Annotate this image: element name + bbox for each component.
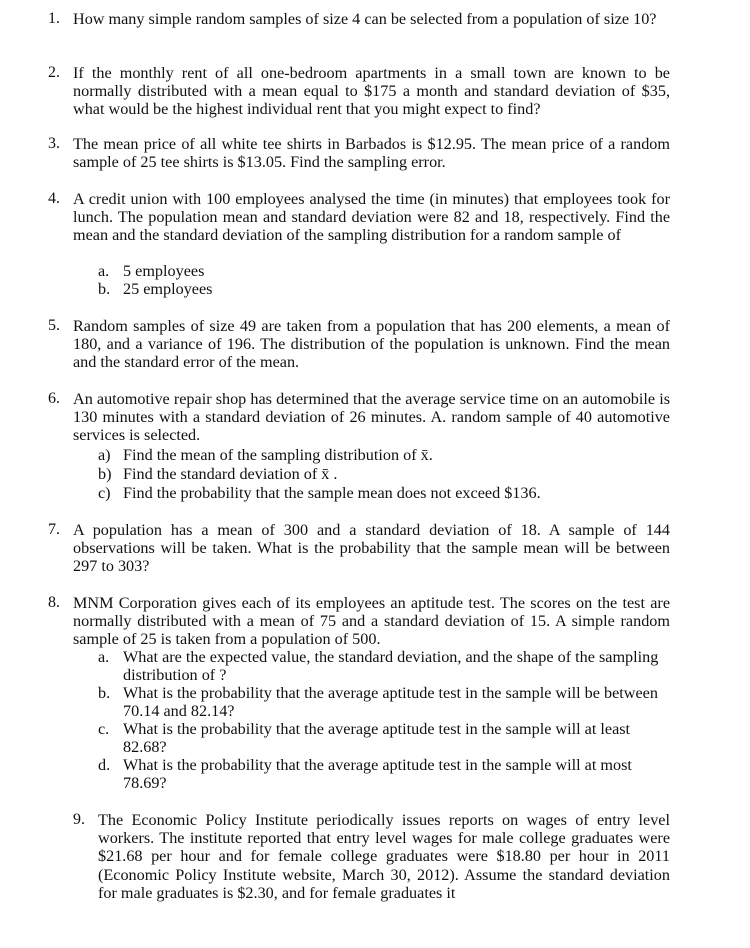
sub-question-text: What is the probability that the average aptitude test in the sample will be between 70.14 and 82.14?	[123, 684, 658, 721]
question-number: 3.	[48, 135, 60, 152]
question-number: 7.	[48, 521, 60, 538]
sub-question-label: c)	[98, 484, 111, 502]
question-text: The Economic Policy Institute periodically issues reports on wages of entry level workers. The institute reported that entry level wages for male college graduates were $21.68 per hour and for female college graduates were $18.80 per hour in 2011 (Economic Policy Institute website, March 30, 2012). Assume the standard deviation for male graduates is $2.30, and for female graduates it	[98, 811, 670, 902]
sub-question-label: b.	[98, 684, 111, 702]
sub-question-text: What is the probability that the average aptitude test in the sample will at least 82.68?	[123, 720, 631, 757]
question-text: An automotive repair shop has determined that the average service time on an automobile is 130 minutes with a standard deviation of 26 minutes. A. random sample of 40 automotive services is selected.	[73, 390, 670, 445]
sub-question-text: 5 employees	[123, 262, 205, 280]
sub-question-text: What is the probability that the average aptitude test in the sample will at most 78.69?	[123, 756, 632, 793]
question-number: 8.	[48, 594, 60, 611]
question-text: The mean price of all white tee shirts in Barbados is $12.95. The mean price of a random sample of 25 tee shirts is $13.05. Find the sampling error.	[73, 135, 670, 172]
sub-question-label: d.	[98, 756, 111, 774]
sub-question-text: Find the mean of the sampling distribution of x̄.	[123, 446, 433, 464]
sub-question-text: What are the expected value, the standard deviation, and the shape of the sampling distribution of ?	[123, 648, 659, 685]
question-text: MNM Corporation gives each of its employees an aptitude test. The scores on the test are normally distributed with a mean of 75 and a standard deviation of 15. A simple random sample of 25 is taken from a population of 500.	[73, 594, 670, 649]
sub-question-text: 25 employees	[123, 280, 213, 298]
sub-question-label: b)	[98, 465, 112, 483]
sub-question-label: a.	[98, 648, 110, 666]
sub-question-text: Find the probability that the sample mean does not exceed $136.	[123, 484, 541, 502]
question-text: Random samples of size 49 are taken from a population that has 200 elements, a mean of 180, and a variance of 196. The distribution of the population is unknown. Find the mean and the standard error of the mean.	[73, 317, 670, 372]
question-number: 5.	[48, 317, 60, 334]
sub-question-label: c.	[98, 720, 110, 738]
sub-question-label: b.	[98, 280, 111, 298]
question-text: If the monthly rent of all one-bedroom apartments in a small town are known to be normally distributed with a mean equal to $175 a month and standard deviation of $35, what would be the highest individual rent that you might expect to find?	[73, 64, 670, 119]
question-number: 9.	[73, 811, 85, 828]
question-number: 4.	[48, 190, 60, 207]
question-text: A population has a mean of 300 and a standard deviation of 18. A sample of 144 observations will be taken. What is the probability that the sample mean will be between 297 to 303?	[73, 521, 670, 576]
sub-question-label: a.	[98, 262, 110, 280]
sub-question-text: Find the standard deviation of x̄ .	[123, 465, 338, 483]
question-number: 2.	[48, 64, 60, 81]
question-number: 1.	[48, 10, 60, 27]
question-number: 6.	[48, 390, 60, 407]
question-text: How many simple random samples of size 4 can be selected from a population of size 10?	[73, 10, 657, 28]
question-text: A credit union with 100 employees analysed the time (in minutes) that employees took for lunch. The population mean and standard deviation were 82 and 18, respectively. Find the mean and the standard deviation of the sampling distribution for a random sample of	[73, 190, 670, 245]
sub-question-label: a)	[98, 446, 111, 464]
